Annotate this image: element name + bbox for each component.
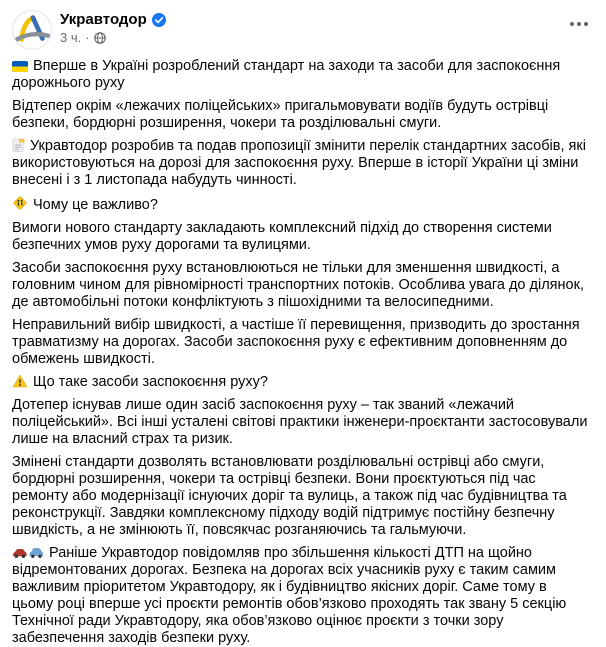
paragraph-text: Раніше Укравтодор повідомляв про збільшення кількості ДТП на щойно відремонтованих дорогах. Безпека на дорогах всіх учасників руху є таким самим важливим пріоритетом Укравтодору, як і будівництво якісних доріг. Саме тому в цьому році вперше усі проєкти ремонтів обов’язково проходять так звану 5 секцію Технічної ради Укравтодору, яка обов’язково оцінює проєкти з точки зору забезпечення заходів безпеки руху. <box>12 545 567 646</box>
post-paragraph <box>12 545 588 647</box>
paragraph-text: Відтепер окрім «лежачих поліцейських» пригальмовувати водіїв будуть острівці безпеки, бордюрні розширення, чокери та розділювальні смуги. <box>12 98 549 131</box>
page-avatar[interactable] <box>12 10 52 50</box>
post-meta <box>60 30 566 46</box>
children-crossing-sign-icon <box>12 195 28 211</box>
post-paragraph <box>12 220 588 254</box>
paragraph-text: Змінені стандарти дозволять встановлювати розділювальні острівці або смуги, бордюрні розширення, чокери та острівці безпеки. Вони проєктуються під час ремонту або модернізації існуючих доріг та вулиць, а також під час будівництва та реконструкції. Завдяки комплексному підходу водій підтримує постійну безпечну швидкість, а не змінюють її, повсякчас розганяючись та гальмуючи. <box>12 454 567 538</box>
post-content <box>0 50 606 647</box>
bookmark-tabs-icon <box>12 138 25 152</box>
post-paragraph <box>12 98 588 132</box>
three-dots-menu-icon[interactable] <box>566 12 592 36</box>
verified-badge-icon <box>152 13 166 27</box>
post-paragraph <box>12 58 588 92</box>
ukravtodor-logo <box>13 11 51 49</box>
paragraph-text: Засоби заспокоєння руху встановлюються не тільки для зменшення швидкості, а головним чином для рівномірності транспортних потоків. Особлива увага до ділянок, де автомобільні потоки конфліктують з пішохідними та велосипедними. <box>12 260 584 310</box>
post-paragraph <box>12 195 588 214</box>
post-paragraph <box>12 260 588 311</box>
page-name[interactable]: Укравтодор <box>60 11 147 28</box>
post-header <box>0 0 606 50</box>
post-paragraph <box>12 374 588 391</box>
paragraph-text: Укравтодор розробив та подав пропозиції змінити перелік стандартних засобів, які використовуються на дорозі для заспокоєння руху. Вперше в історії України ці зміни внесені і з 1 листопада набудуть чинності. <box>12 138 586 188</box>
paragraph-text: Дотепер існував лише один засіб заспокоєння руху – так званий «лежачий поліцейський». Всі інші усталені світові практики інженери-проєктанти застосовували лише на власний страх та ризик. <box>12 397 588 447</box>
meta-separator: · <box>85 30 90 45</box>
two-cars-icon <box>12 547 44 559</box>
paragraph-text: Вимоги нового стандарту закладають комплексний підхід до створення системи безпечних умов руху дорогами та вулицями. <box>12 220 552 253</box>
paragraph-text: Що таке засоби заспокоєння руху? <box>33 374 268 390</box>
post-paragraph <box>12 317 588 368</box>
paragraph-text: Вперше в Україні розроблений стандарт на заходи та засоби для заспокоєння дорожнього руху <box>12 58 561 91</box>
globe-public-icon <box>94 32 106 44</box>
paragraph-text: Чому це важливо? <box>33 197 158 213</box>
ukraine-flag-icon <box>12 61 28 72</box>
post-paragraph <box>12 454 588 539</box>
header-text <box>60 10 566 46</box>
paragraph-text: Неправильний вибір швидкості, а частіше її перевищення, призводить до зростання травматизму на дорогах. Засоби заспокоєння руху є ефективним доповненням до обмежень швидкості. <box>12 317 580 367</box>
post-paragraph <box>12 397 588 448</box>
post-paragraph <box>12 138 588 189</box>
warning-triangle-icon <box>12 374 28 388</box>
timestamp[interactable]: 3 ч. <box>60 30 82 45</box>
